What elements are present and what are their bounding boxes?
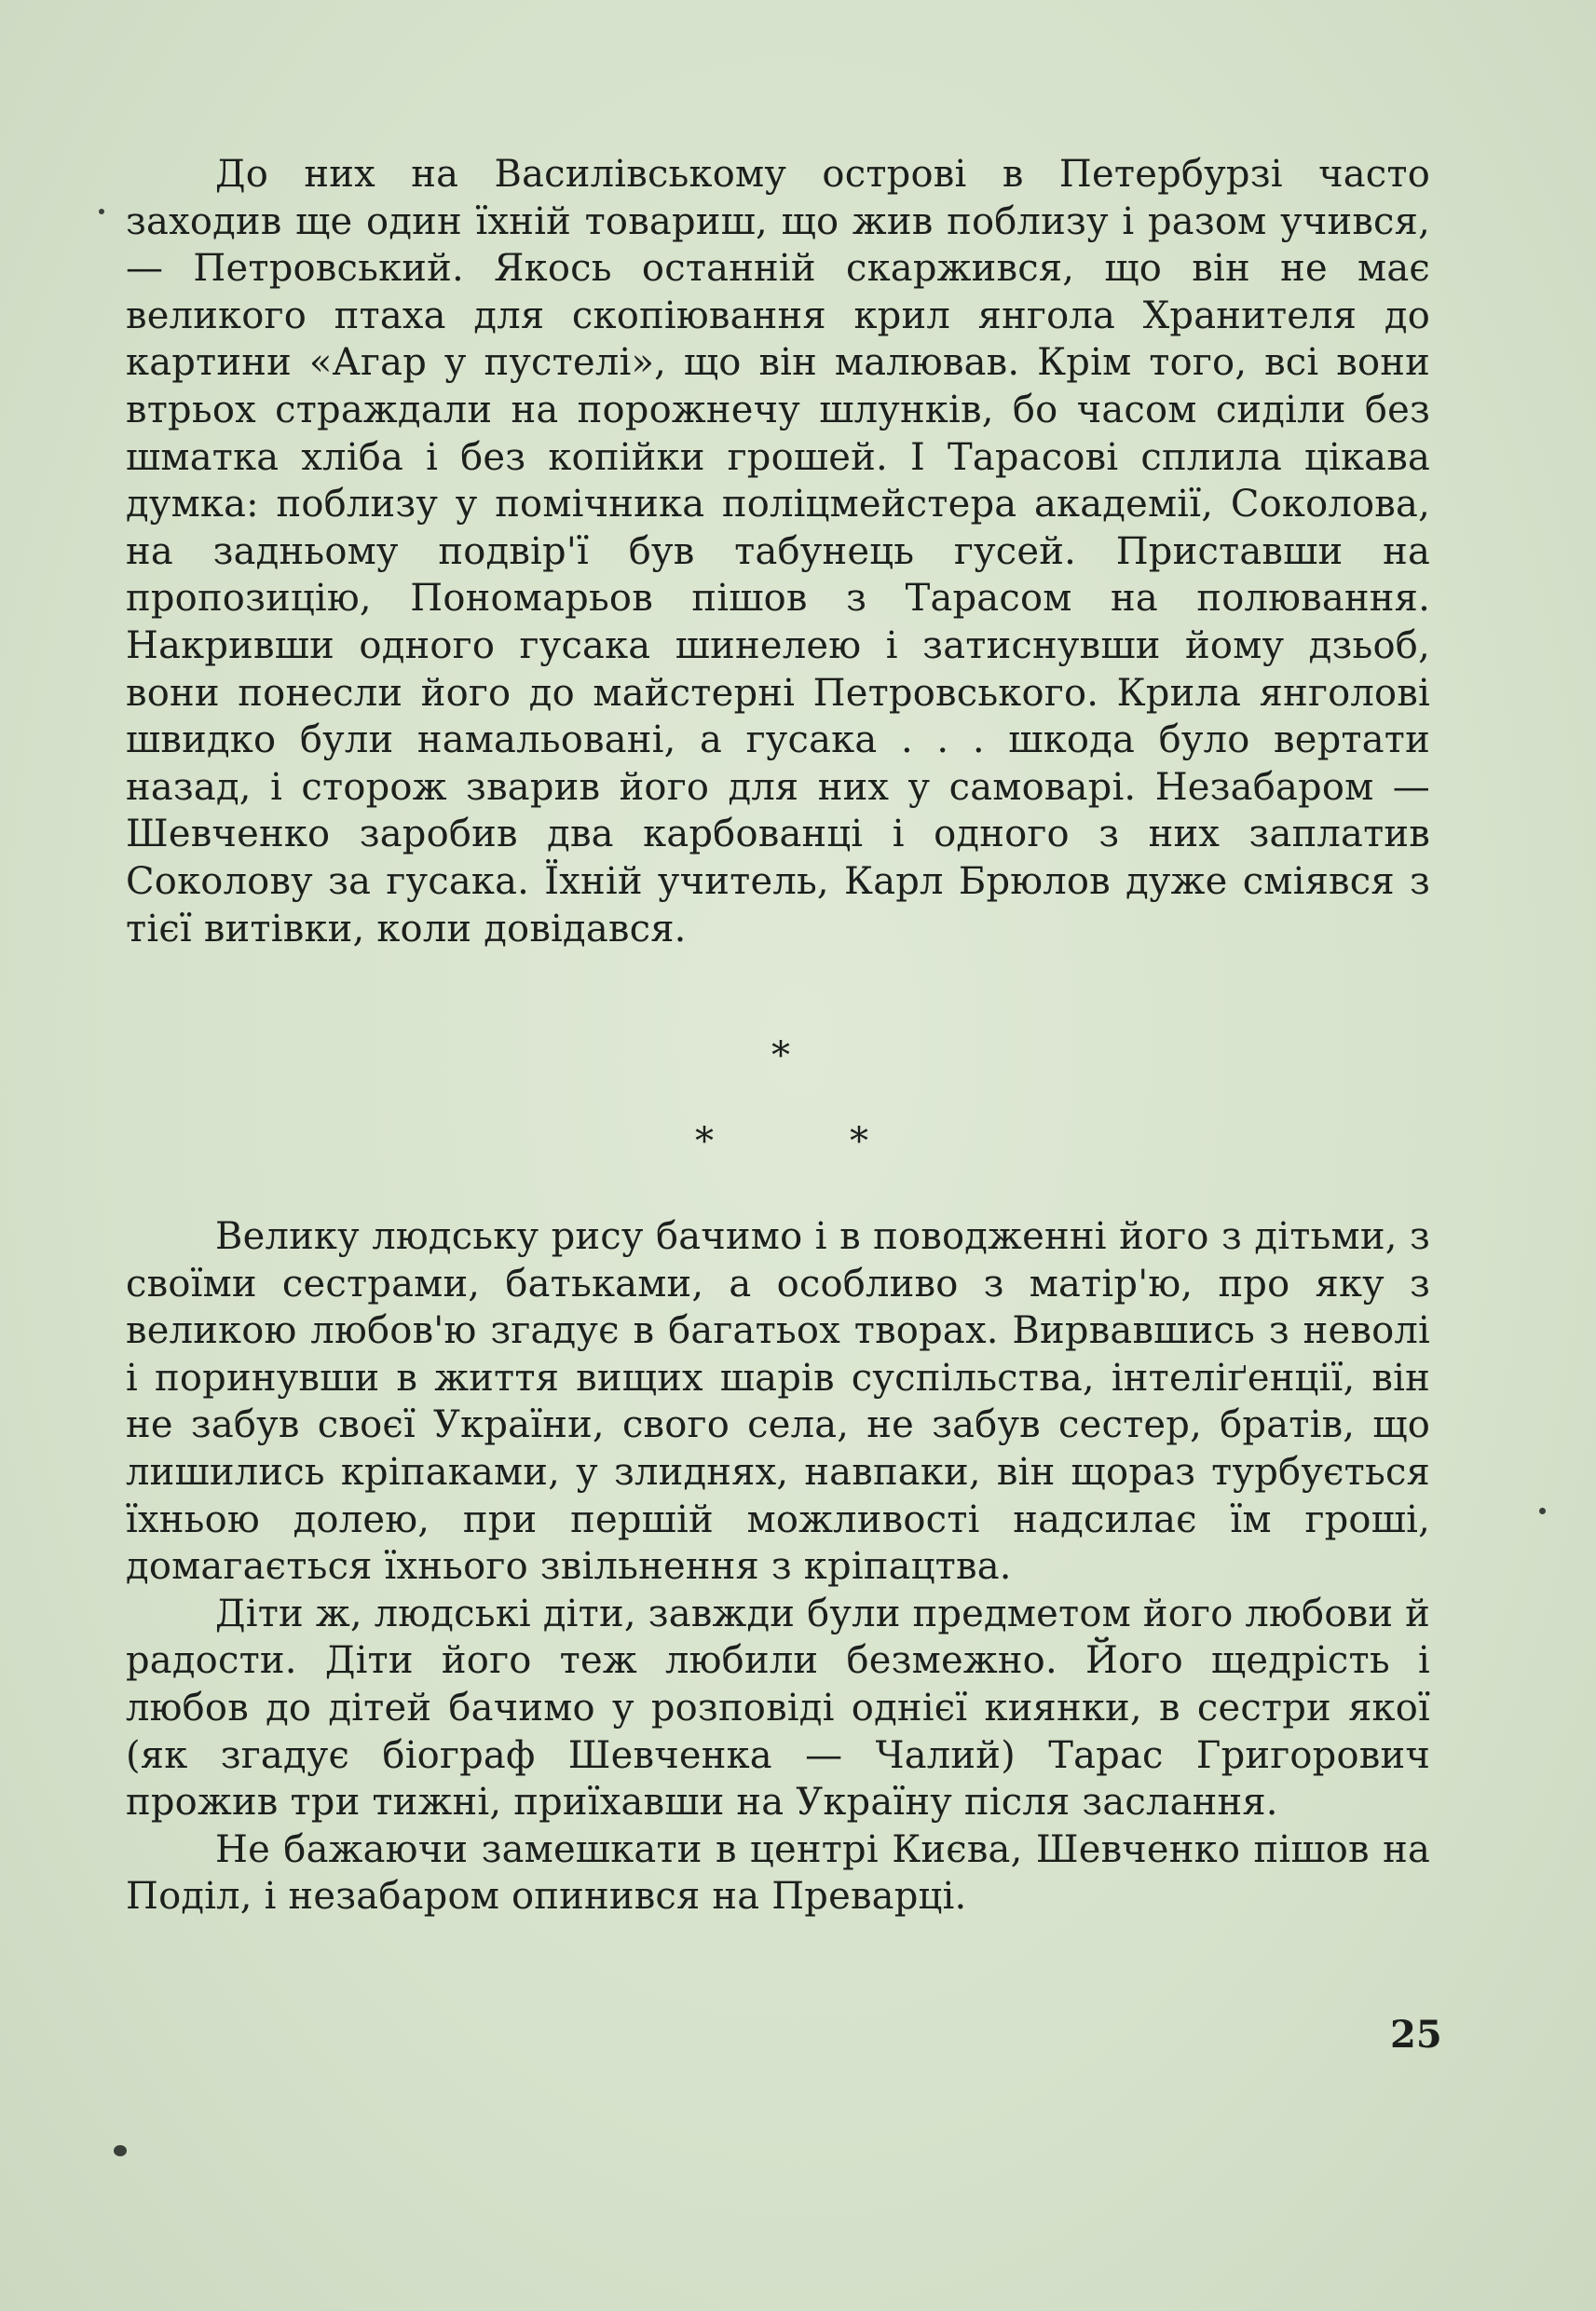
- text-block-top: [126, 151, 1430, 952]
- paragraph-family: Велику людську рису бачимо і в поводженні його з дітьми, з своїми сестрами, батьками, а особливо з матір'ю, про яку з великою любов'ю згадує в багатьох творах. Вирвавшись з неволі і поринувши в життя вищих шарів суспільства, інтеліґенції, він не забув своєї України, свого села, не забув сестер, братів, що лишились кріпаками, у злиднях, навпаки, він щораз турбується їхньою долею, при першій можливості надсилає їм гроші, домагається їхнього звільнення з кріпацтва.: [126, 1215, 1430, 1589]
- text-block-bottom: [126, 1213, 1430, 1921]
- print-speck-decoration: [99, 209, 104, 214]
- asterism-star: *: [850, 1120, 868, 1163]
- asterism-star: *: [695, 1120, 714, 1163]
- paragraph-podil: Не бажаючи замешкати в центрі Києва, Шевченко пішов на Поділ, і незабаром опинився на Преварці.: [126, 1827, 1430, 1919]
- section-divider-asterism: [0, 1034, 1596, 1202]
- paragraph-children: Діти ж, людські діти, завжди були предметом його любови й радости. Діти його теж любили безмежно. Його щедрість і любов до дітей бачимо у розповіді однієї киянки, в сестри якої (як згадує біограф Шевченка — Чалий) Тарас Григорович прожив три тижні, приїхавши на Україну після заслання.: [126, 1592, 1430, 1825]
- page-number: 25: [1390, 2013, 1442, 2057]
- paragraph-goose-story: До них на Василівському острові в Петербурзі часто заходив ще один їхній товариш, що жив поблизу і разом учився, — Петровський. Якось останній скаржився, що він не має великого птаха для скопіювання крил янгола Хранителя до картини «Агар у пустелі», що він малював. Крім того, всі вони втрьох страждали на порожнечу шлунків, бо часом сиділи без шматка хліба і без копійки грошей. І Тарасові сплила цікава думка: поблизу у помічника поліцмейстера академії, Соколова, на задньому подвір'ї був табунець гусей. Приставши на пропозицію, Пономарьов пішов з Тарасом на полювання. Накривши одного гусака шинелею і затиснувши йому дзьоб, вони понесли його до майстерні Петровського. Крила янголові швидко були намальовані, а гусака . . . шкода було вертати назад, і сторож зварив його для них у самоварі. Незабаром —Шевченко заробив два карбованці і одного з них заплатив Соколову за гусака. Їхній учитель, Карл Брюлов дуже сміявся з тієї витівки, коли довідався.: [126, 153, 1430, 950]
- print-speck-decoration: [114, 2145, 127, 2156]
- print-speck-decoration: [1539, 1508, 1546, 1514]
- asterism-star: *: [771, 1034, 790, 1077]
